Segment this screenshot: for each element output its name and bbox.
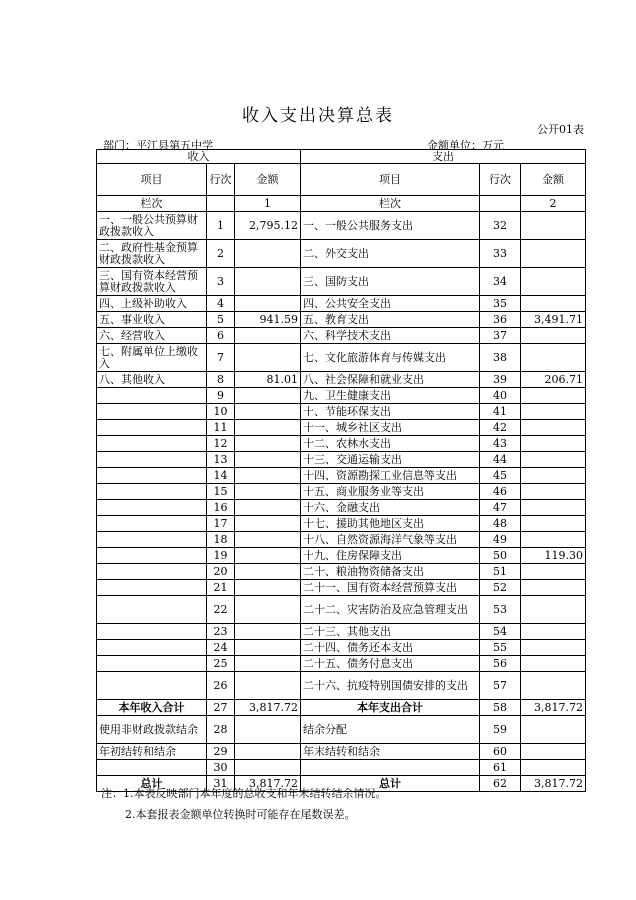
income-amount-cell: [235, 640, 301, 656]
income-line-cell: 21: [207, 580, 235, 596]
expense-amount-cell: [521, 656, 586, 672]
form-number: 公开01表: [537, 123, 584, 136]
income-amount-cell: [235, 744, 301, 760]
income-line-cell: 18: [207, 532, 235, 548]
table-row: [97, 344, 586, 372]
expense-item-cell: 十二、农林水支出: [301, 436, 480, 452]
expense-amount-cell: [521, 596, 586, 624]
income-item-cell: 三、国有资本经营预算财政拨款收入: [97, 268, 207, 296]
expense-item-cell: 二十四、债务还本支出: [301, 640, 480, 656]
expense-line-cell: 57: [480, 672, 521, 700]
expense-amount-cell: [521, 212, 586, 240]
income-line-cell: 15: [207, 484, 235, 500]
expense-amount-cell: [521, 436, 586, 452]
income-item-cell: [97, 624, 207, 640]
expense-item-cell: 二、外交支出: [301, 240, 480, 268]
expense-item-cell: 二十六、抗疫特别国债安排的支出: [301, 672, 480, 700]
expense-line-cell: 46: [480, 484, 521, 500]
expense-item-cell: 六、科学技术支出: [301, 328, 480, 344]
expense-amount-cell: [521, 484, 586, 500]
expense-item-cell: 三、国防支出: [301, 268, 480, 296]
column-number-row: [97, 196, 586, 212]
expense-amount-cell: 119.30: [521, 548, 586, 564]
expense-amount-cell: [521, 580, 586, 596]
expense-amount-cell: [521, 344, 586, 372]
expense-item-cell: 五、教育支出: [301, 312, 480, 328]
expense-line-cell: 58: [480, 700, 521, 716]
expense-item-cell: 十九、住房保障支出: [301, 548, 480, 564]
table-row: [97, 656, 586, 672]
expense-amount-cell: [521, 420, 586, 436]
income-line-cell: 25: [207, 656, 235, 672]
table-row: [97, 672, 586, 700]
expense-line-cell: 40: [480, 388, 521, 404]
table-row: [97, 640, 586, 656]
footnotes: [101, 783, 387, 825]
expense-amount-cell: 206.71: [521, 372, 586, 388]
expense-item-cell: 十三、交通运输支出: [301, 452, 480, 468]
expense-amount-cell: [521, 296, 586, 312]
page-title: 收入支出决算总表: [242, 106, 394, 126]
income-item-header: 项目: [97, 164, 207, 196]
expense-amount-header: 金额: [521, 164, 586, 196]
income-amount-cell: [235, 516, 301, 532]
income-column-label: 栏次: [97, 196, 207, 212]
expense-line-cell: 38: [480, 344, 521, 372]
income-line-cell: 24: [207, 640, 235, 656]
expense-amount-cell: [521, 672, 586, 700]
income-item-cell: [97, 548, 207, 564]
expense-item-cell: [301, 760, 480, 776]
table-row: [97, 328, 586, 344]
expense-line-cell: 53: [480, 596, 521, 624]
table-row: [97, 760, 586, 776]
income-line-cell: 28: [207, 716, 235, 744]
income-item-cell: 七、附属单位上缴收入: [97, 344, 207, 372]
income-line-cell: 5: [207, 312, 235, 328]
expense-amount-cell: [521, 516, 586, 532]
income-item-cell: [97, 656, 207, 672]
income-amount-cell: [235, 328, 301, 344]
income-item-cell: [97, 532, 207, 548]
section-header-row: [97, 150, 586, 164]
table-row: [97, 744, 586, 760]
income-item-cell: 总计: [97, 776, 207, 792]
expense-line-cell: 56: [480, 656, 521, 672]
table-row: [97, 312, 586, 328]
expense-item-cell: 总计: [301, 776, 480, 792]
income-amount-cell: 81.01: [235, 372, 301, 388]
income-amount-cell: [235, 268, 301, 296]
income-line-cell: 27: [207, 700, 235, 716]
expense-item-cell: 结余分配: [301, 716, 480, 744]
income-line-cell: 22: [207, 596, 235, 624]
expense-amount-cell: [521, 564, 586, 580]
income-amount-cell: [235, 240, 301, 268]
income-item-cell: 使用非财政拨款结余: [97, 716, 207, 744]
expense-amount-cell: [521, 716, 586, 744]
table-row: [97, 484, 586, 500]
table-row: [97, 212, 586, 240]
income-item-cell: 年初结转和结余: [97, 744, 207, 760]
income-item-cell: 二、政府性基金预算财政拨款收入: [97, 240, 207, 268]
expense-line-cell: 41: [480, 404, 521, 420]
expense-amount-cell: [521, 760, 586, 776]
income-line-cell: 11: [207, 420, 235, 436]
expense-line-cell: 39: [480, 372, 521, 388]
expense-line-cell: 50: [480, 548, 521, 564]
table-row: [97, 580, 586, 596]
income-item-cell: [97, 672, 207, 700]
table-row: [97, 468, 586, 484]
expense-line-cell: 52: [480, 580, 521, 596]
expense-amount-cell: [521, 328, 586, 344]
income-amount-cell: [235, 532, 301, 548]
income-amount-header: 金额: [235, 164, 301, 196]
table-row: [97, 596, 586, 624]
table-row: [97, 452, 586, 468]
income-item-cell: [97, 420, 207, 436]
expense-line-cell: 60: [480, 744, 521, 760]
expense-line-cell: 45: [480, 468, 521, 484]
table-row: [97, 532, 586, 548]
table-row: [97, 700, 586, 716]
department-label: 部门：平江县第五中学: [103, 139, 213, 152]
expense-column-line-cell: [480, 196, 521, 212]
expense-item-cell: 二十一、国有资本经营预算支出: [301, 580, 480, 596]
income-column-number: 1: [235, 196, 301, 212]
expense-item-cell: 十一、城乡社区支出: [301, 420, 480, 436]
income-item-cell: [97, 484, 207, 500]
table-row: [97, 716, 586, 744]
expense-amount-cell: [521, 744, 586, 760]
income-amount-cell: [235, 420, 301, 436]
table-row: [97, 548, 586, 564]
expense-amount-cell: [521, 532, 586, 548]
income-line-cell: 16: [207, 500, 235, 516]
expense-amount-cell: 3,491.71: [521, 312, 586, 328]
expense-line-cell: 61: [480, 760, 521, 776]
income-line-cell: 4: [207, 296, 235, 312]
income-line-cell: 31: [207, 776, 235, 792]
expense-item-cell: 十六、金融支出: [301, 500, 480, 516]
income-amount-cell: 3,817.72: [235, 700, 301, 716]
income-item-cell: [97, 468, 207, 484]
expense-line-cell: 33: [480, 240, 521, 268]
column-header-row: [97, 164, 586, 196]
income-line-cell: 8: [207, 372, 235, 388]
expense-line-cell: 34: [480, 268, 521, 296]
income-item-cell: 本年收入合计: [97, 700, 207, 716]
income-item-cell: 一、一般公共预算财政拨款收入: [97, 212, 207, 240]
table-row: [97, 372, 586, 388]
expense-line-cell: 55: [480, 640, 521, 656]
expense-item-cell: 四、公共安全支出: [301, 296, 480, 312]
income-line-cell: 6: [207, 328, 235, 344]
income-item-cell: [97, 596, 207, 624]
expense-amount-cell: [521, 500, 586, 516]
expense-amount-cell: 3,817.72: [521, 700, 586, 716]
table-row: [97, 268, 586, 296]
expense-line-cell: 62: [480, 776, 521, 792]
income-line-cell: 7: [207, 344, 235, 372]
income-line-cell: 23: [207, 624, 235, 640]
amount-unit-label: 金额单位：万元: [427, 139, 504, 152]
expense-line-cell: 49: [480, 532, 521, 548]
table-row: [97, 500, 586, 516]
expense-item-cell: 二十、粮油物资储备支出: [301, 564, 480, 580]
table-row: [97, 388, 586, 404]
expense-item-cell: 年末结转和结余: [301, 744, 480, 760]
income-line-cell: 20: [207, 564, 235, 580]
income-section-header: 收入: [97, 150, 301, 164]
expense-line-cell: 54: [480, 624, 521, 640]
expense-item-cell: 十五、商业服务业等支出: [301, 484, 480, 500]
table-row: [97, 420, 586, 436]
expense-item-cell: 二十五、债务付息支出: [301, 656, 480, 672]
income-line-cell: 9: [207, 388, 235, 404]
expense-amount-cell: [521, 404, 586, 420]
expense-amount-cell: [521, 452, 586, 468]
expense-line-cell: 37: [480, 328, 521, 344]
income-line-cell: 19: [207, 548, 235, 564]
expense-item-cell: 十、节能环保支出: [301, 404, 480, 420]
income-amount-cell: [235, 500, 301, 516]
table-row: [97, 564, 586, 580]
income-amount-cell: [235, 436, 301, 452]
income-amount-cell: [235, 656, 301, 672]
expense-line-cell: 47: [480, 500, 521, 516]
income-item-cell: [97, 760, 207, 776]
expense-item-cell: 本年支出合计: [301, 700, 480, 716]
income-amount-cell: [235, 404, 301, 420]
income-amount-cell: [235, 596, 301, 624]
income-amount-cell: 941.59: [235, 312, 301, 328]
income-amount-cell: [235, 468, 301, 484]
income-item-cell: [97, 580, 207, 596]
income-line-cell: 1: [207, 212, 235, 240]
income-item-cell: 六、经营收入: [97, 328, 207, 344]
table-row: [97, 240, 586, 268]
income-item-cell: [97, 452, 207, 468]
expense-amount-cell: [521, 468, 586, 484]
income-item-cell: [97, 436, 207, 452]
income-line-cell: 30: [207, 760, 235, 776]
income-line-cell: 3: [207, 268, 235, 296]
table-row: [97, 624, 586, 640]
footnote-2: 2.本套报表金额单位转换时可能存在尾数误差。: [125, 808, 356, 821]
table-row: [97, 436, 586, 452]
income-amount-cell: [235, 760, 301, 776]
income-amount-cell: [235, 624, 301, 640]
expense-column-label: 栏次: [301, 196, 480, 212]
expense-amount-cell: [521, 640, 586, 656]
income-amount-cell: [235, 484, 301, 500]
expense-item-cell: 十四、资源勘探工业信息等支出: [301, 468, 480, 484]
income-item-cell: 五、事业收入: [97, 312, 207, 328]
income-amount-cell: [235, 564, 301, 580]
expense-item-cell: 二十二、灾害防治及应急管理支出: [301, 596, 480, 624]
expense-line-cell: 48: [480, 516, 521, 532]
expense-line-cell: 43: [480, 436, 521, 452]
income-line-cell: 29: [207, 744, 235, 760]
expense-line-cell: 42: [480, 420, 521, 436]
income-item-cell: [97, 516, 207, 532]
table-row: [97, 516, 586, 532]
income-amount-cell: [235, 716, 301, 744]
expense-line-cell: 36: [480, 312, 521, 328]
table-row: [97, 296, 586, 312]
expense-item-cell: 十八、自然资源海洋气象等支出: [301, 532, 480, 548]
expense-amount-cell: [521, 240, 586, 268]
footnote-1: 注：1.本表反映部门本年度的总收支和年末结转结余情况。: [101, 787, 387, 800]
expense-item-header: 项目: [301, 164, 480, 196]
income-line-cell: 10: [207, 404, 235, 420]
table-row: [97, 404, 586, 420]
expense-amount-cell: [521, 268, 586, 296]
expense-line-header: 行次: [480, 164, 521, 196]
expense-amount-cell: [521, 624, 586, 640]
expense-item-cell: 十七、援助其他地区支出: [301, 516, 480, 532]
income-amount-cell: [235, 548, 301, 564]
income-amount-cell: 3,817.72: [235, 776, 301, 792]
income-amount-cell: 2,795.12: [235, 212, 301, 240]
income-item-cell: [97, 500, 207, 516]
income-amount-cell: [235, 580, 301, 596]
income-item-cell: [97, 404, 207, 420]
expense-section-header: 支出: [301, 150, 586, 164]
expense-item-cell: 一、一般公共服务支出: [301, 212, 480, 240]
income-line-cell: 12: [207, 436, 235, 452]
expense-item-cell: 二十三、其他支出: [301, 624, 480, 640]
income-amount-cell: [235, 672, 301, 700]
income-amount-cell: [235, 388, 301, 404]
expense-line-cell: 35: [480, 296, 521, 312]
income-line-cell: 26: [207, 672, 235, 700]
income-amount-cell: [235, 296, 301, 312]
expense-line-cell: 44: [480, 452, 521, 468]
expense-item-cell: 八、社会保障和就业支出: [301, 372, 480, 388]
income-item-cell: [97, 388, 207, 404]
income-item-cell: 四、上级补助收入: [97, 296, 207, 312]
income-line-cell: 13: [207, 452, 235, 468]
expense-item-cell: 七、文化旅游体育与传媒支出: [301, 344, 480, 372]
expense-line-cell: 59: [480, 716, 521, 744]
expense-amount-cell: [521, 388, 586, 404]
income-item-cell: [97, 640, 207, 656]
expense-item-cell: 九、卫生健康支出: [301, 388, 480, 404]
income-line-cell: 2: [207, 240, 235, 268]
expense-amount-cell: 3,817.72: [521, 776, 586, 792]
income-amount-cell: [235, 452, 301, 468]
expense-column-number: 2: [521, 196, 586, 212]
income-expense-table: [96, 149, 586, 792]
expense-line-cell: 32: [480, 212, 521, 240]
income-line-cell: 17: [207, 516, 235, 532]
income-line-cell: 14: [207, 468, 235, 484]
income-amount-cell: [235, 344, 301, 372]
income-item-cell: [97, 564, 207, 580]
income-item-cell: 八、其他收入: [97, 372, 207, 388]
expense-line-cell: 51: [480, 564, 521, 580]
income-column-line-cell: [207, 196, 235, 212]
income-line-header: 行次: [207, 164, 235, 196]
